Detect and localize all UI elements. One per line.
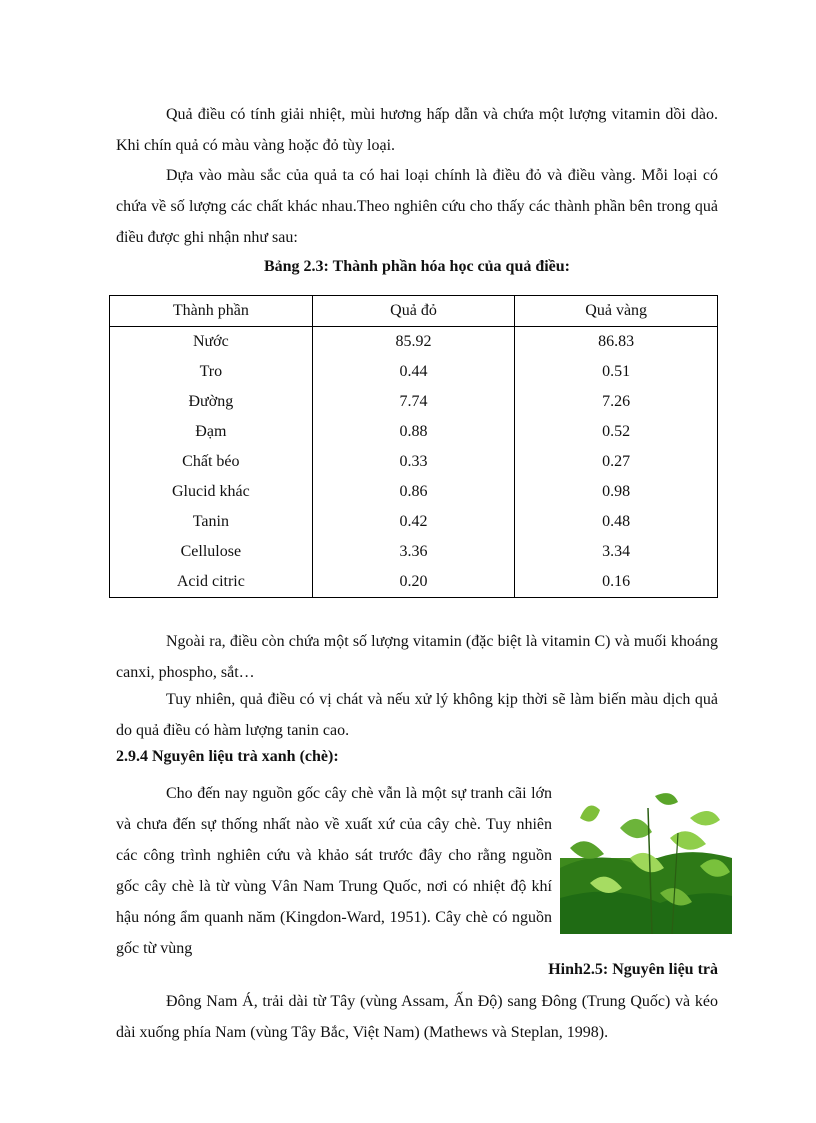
paragraph-vitamins: Ngoài ra, điều còn chứa một số lượng vitamin (đặc biệt là vitamin C) và muối khoáng canxi, phospho, sắt… [116, 633, 718, 681]
table-row [110, 477, 718, 507]
component-name-cell: Acid citric [110, 567, 313, 598]
component-name-cell: Đạm [110, 417, 313, 447]
yellow-fruit-value-cell: 0.51 [515, 357, 718, 387]
yellow-fruit-value-cell: 86.83 [515, 327, 718, 358]
red-fruit-value-cell: 7.74 [312, 387, 515, 417]
tea-leaves-image [560, 788, 732, 934]
red-fruit-value-cell: 0.86 [312, 477, 515, 507]
component-name-cell: Đường [110, 387, 313, 417]
column-header: Quả đỏ [312, 296, 515, 327]
table-row [110, 567, 718, 598]
red-fruit-value-cell: 0.88 [312, 417, 515, 447]
table-row [110, 387, 718, 417]
table-row [110, 507, 718, 537]
table-row [110, 327, 718, 358]
table-row [110, 417, 718, 447]
red-fruit-value-cell: 3.36 [312, 537, 515, 567]
red-fruit-value-cell: 85.92 [312, 327, 515, 358]
paragraph-tannin: Tuy nhiên, quả điều có vị chát và nếu xử lý không kịp thời sẽ làm biến màu dịch quả do quả điều có hàm lượng tanin cao. [116, 691, 718, 739]
paragraph-cashew-types: Dựa vào màu sắc của quả ta có hai loại chính là điều đỏ và điều vàng. Mỗi loại có chứa về số lượng các chất khác nhau.Theo nghiên cứu cho thấy các thành phần bên trong quả điều được ghi nhận như sau: [116, 167, 718, 246]
component-name-cell: Chất béo [110, 447, 313, 477]
yellow-fruit-value-cell: 7.26 [515, 387, 718, 417]
column-header: Quả vàng [515, 296, 718, 327]
paragraph-tea-origin: Cho đến nay nguồn gốc cây chè vẫn là một sự tranh cãi lớn và chưa đến sự thống nhất nào về xuất xứ của cây chè. Tuy nhiên các công trình nghiên cứu và khảo sát trước đây cho rằng nguồn gốc cây chè là từ vùng Vân Nam Trung Quốc, nơi có nhiệt độ khí hậu nóng ẩm quanh năm (Kingdon-Ward, 1951). Cây chè có nguồn gốc từ vùng [116, 785, 552, 957]
yellow-fruit-value-cell: 0.52 [515, 417, 718, 447]
section-heading: 2.9.4 Nguyên liệu trà xanh (chè): [116, 748, 339, 765]
figure-caption: Hinh2.5: Nguyên liệu trà [548, 961, 718, 978]
component-name-cell: Nước [110, 327, 313, 358]
yellow-fruit-value-cell: 0.16 [515, 567, 718, 598]
table-header-row [110, 296, 718, 327]
column-header: Thành phần [110, 296, 313, 327]
table-row [110, 537, 718, 567]
component-name-cell: Tro [110, 357, 313, 387]
paragraph-cashew-intro: Quả điều có tính giải nhiệt, mùi hương hấp dẫn và chứa một lượng vitamin dồi dào. Khi chín quả có màu vàng hoặc đỏ tùy loại. [116, 106, 718, 154]
component-name-cell: Tanin [110, 507, 313, 537]
red-fruit-value-cell: 0.44 [312, 357, 515, 387]
yellow-fruit-value-cell: 0.48 [515, 507, 718, 537]
component-name-cell: Glucid khác [110, 477, 313, 507]
red-fruit-value-cell: 0.42 [312, 507, 515, 537]
document-page [116, 0, 718, 1123]
yellow-fruit-value-cell: 0.27 [515, 447, 718, 477]
yellow-fruit-value-cell: 3.34 [515, 537, 718, 567]
paragraph-tea-distribution: Đông Nam Á, trải dài từ Tây (vùng Assam, Ấn Độ) sang Đông (Trung Quốc) và kéo dài xuống phía Nam (vùng Tây Bắc, Việt Nam) (Mathews và Steplan, 1998). [116, 993, 718, 1041]
table-row [110, 447, 718, 477]
red-fruit-value-cell: 0.20 [312, 567, 515, 598]
composition-table [109, 295, 718, 598]
component-name-cell: Cellulose [110, 537, 313, 567]
table-caption: Bảng 2.3: Thành phần hóa học của quả điều: [263, 258, 571, 275]
red-fruit-value-cell: 0.33 [312, 447, 515, 477]
yellow-fruit-value-cell: 0.98 [515, 477, 718, 507]
table-row [110, 357, 718, 387]
